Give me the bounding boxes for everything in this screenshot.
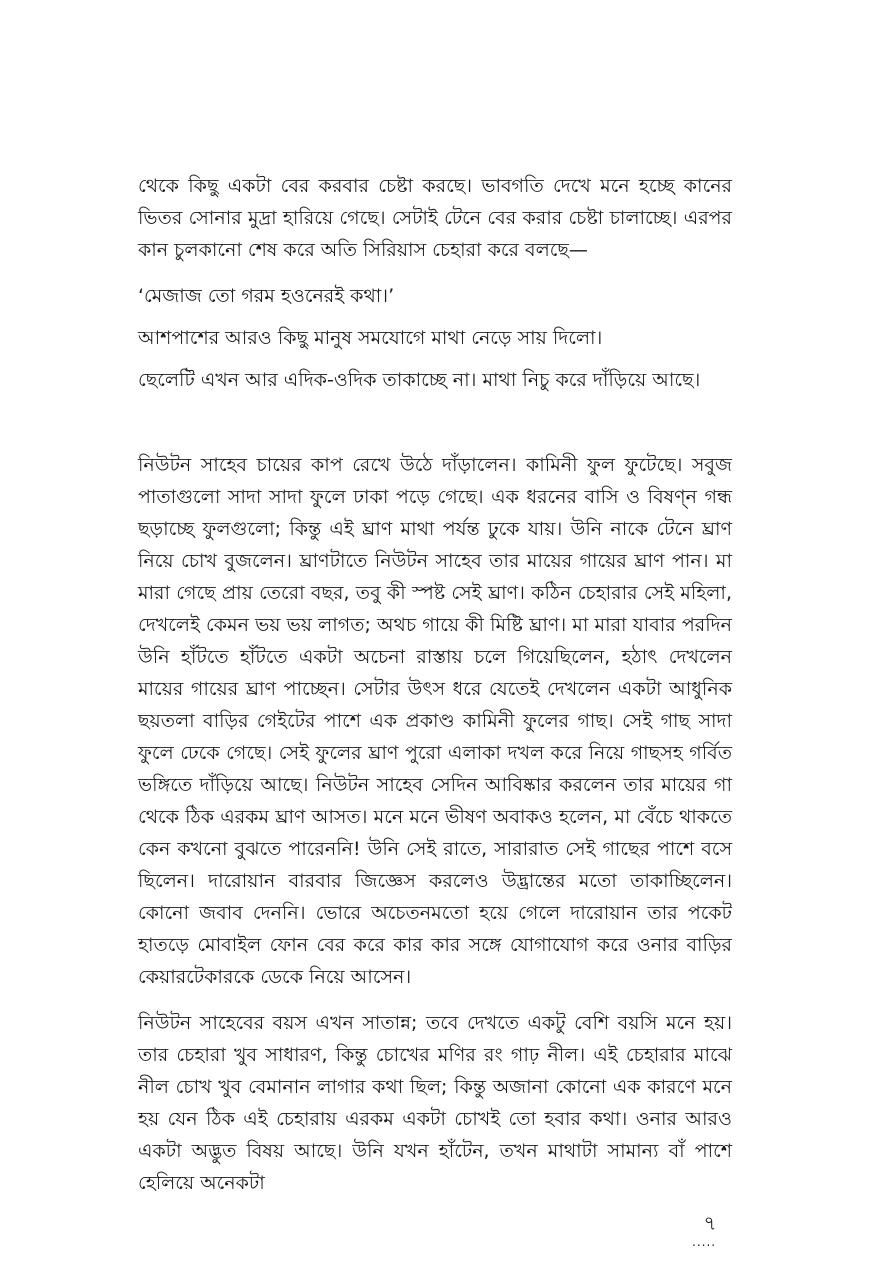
page-number-dots: .....: [692, 1235, 717, 1249]
paragraph: থেকে কিছু একটা বের করবার চেষ্টা করছে। ভাবগতি দেখে মনে হচ্ছে কানের ভিতর সোনার মুদ্রা হারিয়ে গেছে। সেটাই টেনে বের করার চেষ্টা চালাচ্ছে। এরপর কান চুলকানো শেষ করে অতি সিরিয়াস চেহারা করে বলছে—: [138, 175, 732, 261]
paragraph: নিউটন সাহেব চায়ের কাপ রেখে উঠে দাঁড়ালেন। কামিনী ফুল ফুটেছে। সবুজ পাতাগুলো সাদা সাদা ফুলে ঢাকা পড়ে গেছে। এক ধরনের বাসি ও বিষণ্ন গন্ধ ছড়াচ্ছে ফুলগুলো; কিন্তু এই ঘ্রাণ মাথা পর্যন্ত ঢুকে যায়। উনি নাকে টেনে ঘ্রাণ নিয়ে চোখ বুজলেন। ঘ্রাণটাতে নিউটন সাহেব তার মায়ের গায়ের ঘ্রাণ পান। মা মারা গেছে প্রায় তেরো বছর, তবু কী স্পষ্ট সেই ঘ্রাণ। কঠিন চেহারার সেই মহিলা, দেখলেই কেমন ভয় ভয় লাগত; অথচ গায়ে কী মিষ্টি ঘ্রাণ। মা মারা যাবার পরদিন উনি হাঁটতে হাঁটতে একটা অচেনা রাস্তায় চলে গিয়েছিলেন, হঠাৎ দেখলেন মায়ের গায়ের ঘ্রাণ পাচ্ছেন। সেটার উৎস ধরে যেতেই দেখলেন একটা আধুনিক ছয়তলা বাড়ির গেইটের পাশে এক প্রকাণ্ড কামিনী ফুলের গাছ। সেই গাছ সাদা ফুলে ঢেকে গেছে। সেই ফুলের ঘ্রাণ পুরো এলাকা দখল করে নিয়ে গাছসহ গর্বিত ভঙ্গিতে দাঁড়িয়ে আছে। নিউটন সাহেব সেদিন আবিষ্কার করলেন তার মায়ের গা থেকে ঠিক এরকম ঘ্রাণ আসত। মনে মনে ভীষণ অবাকও হলেন, মা বেঁচে থাকতে কেন কখনো বুঝতে পারেননি! উনি সেই রাতে, সারারাত সেই গাছের পাশে বসে ছিলেন। দারোয়ান বারবার জিজ্ঞেস করলেও উদ্ভ্রান্তের মতো তাকাচ্ছিলেন। কোনো জবাব দেননি। ভোরে অচেতনমতো হয়ে গেলে দারোয়ান তার পকেট হাতড়ে মোবাইল ফোন বের করে কার কার সঙ্গে যোগাযোগ করে ওনার বাড়ির কেয়ারটেকারকে ডেকে নিয়ে আসেন।: [138, 454, 732, 988]
text-section-bottom: [138, 449, 732, 1213]
text-section-top: [138, 170, 732, 406]
paragraph-dialogue: ‘মেজাজ তো গরম হওনেরই কথা।’: [138, 285, 395, 307]
page-number: ৭: [703, 1211, 717, 1235]
paragraph: আশপাশের আরও কিছু মানুষ সমযোগে মাথা নেড়ে সায় দিলো।: [138, 327, 603, 349]
paragraph: ছেলেটি এখন আর এদিক-ওদিক তাকাচ্ছে না। মাথা নিচু করে দাঁড়িয়ে আছে।: [138, 369, 701, 391]
paragraph: নিউটন সাহেবের বয়স এখন সাতান্ন; তবে দেখতে একটু বেশি বয়সি মনে হয়। তার চেহারা খুব সাধারণ, কিন্তু চোখের মণির রং গাঢ় নীল। এই চেহারার মাঝে নীল চোখ খুব বেমানান লাগার কথা ছিল; কিন্তু অজানা কোনো এক কারণে মনে হয় যেন ঠিক এই চেহারায় এরকম একটা চোখই তো হবার কথা। ওনার আরও একটা অদ্ভুত বিষয় আছে। উনি যখন হাঁটেন, তখন মাথাটা সামান্য বাঁ পাশে হেলিয়ে অনেকটা: [138, 1012, 732, 1194]
